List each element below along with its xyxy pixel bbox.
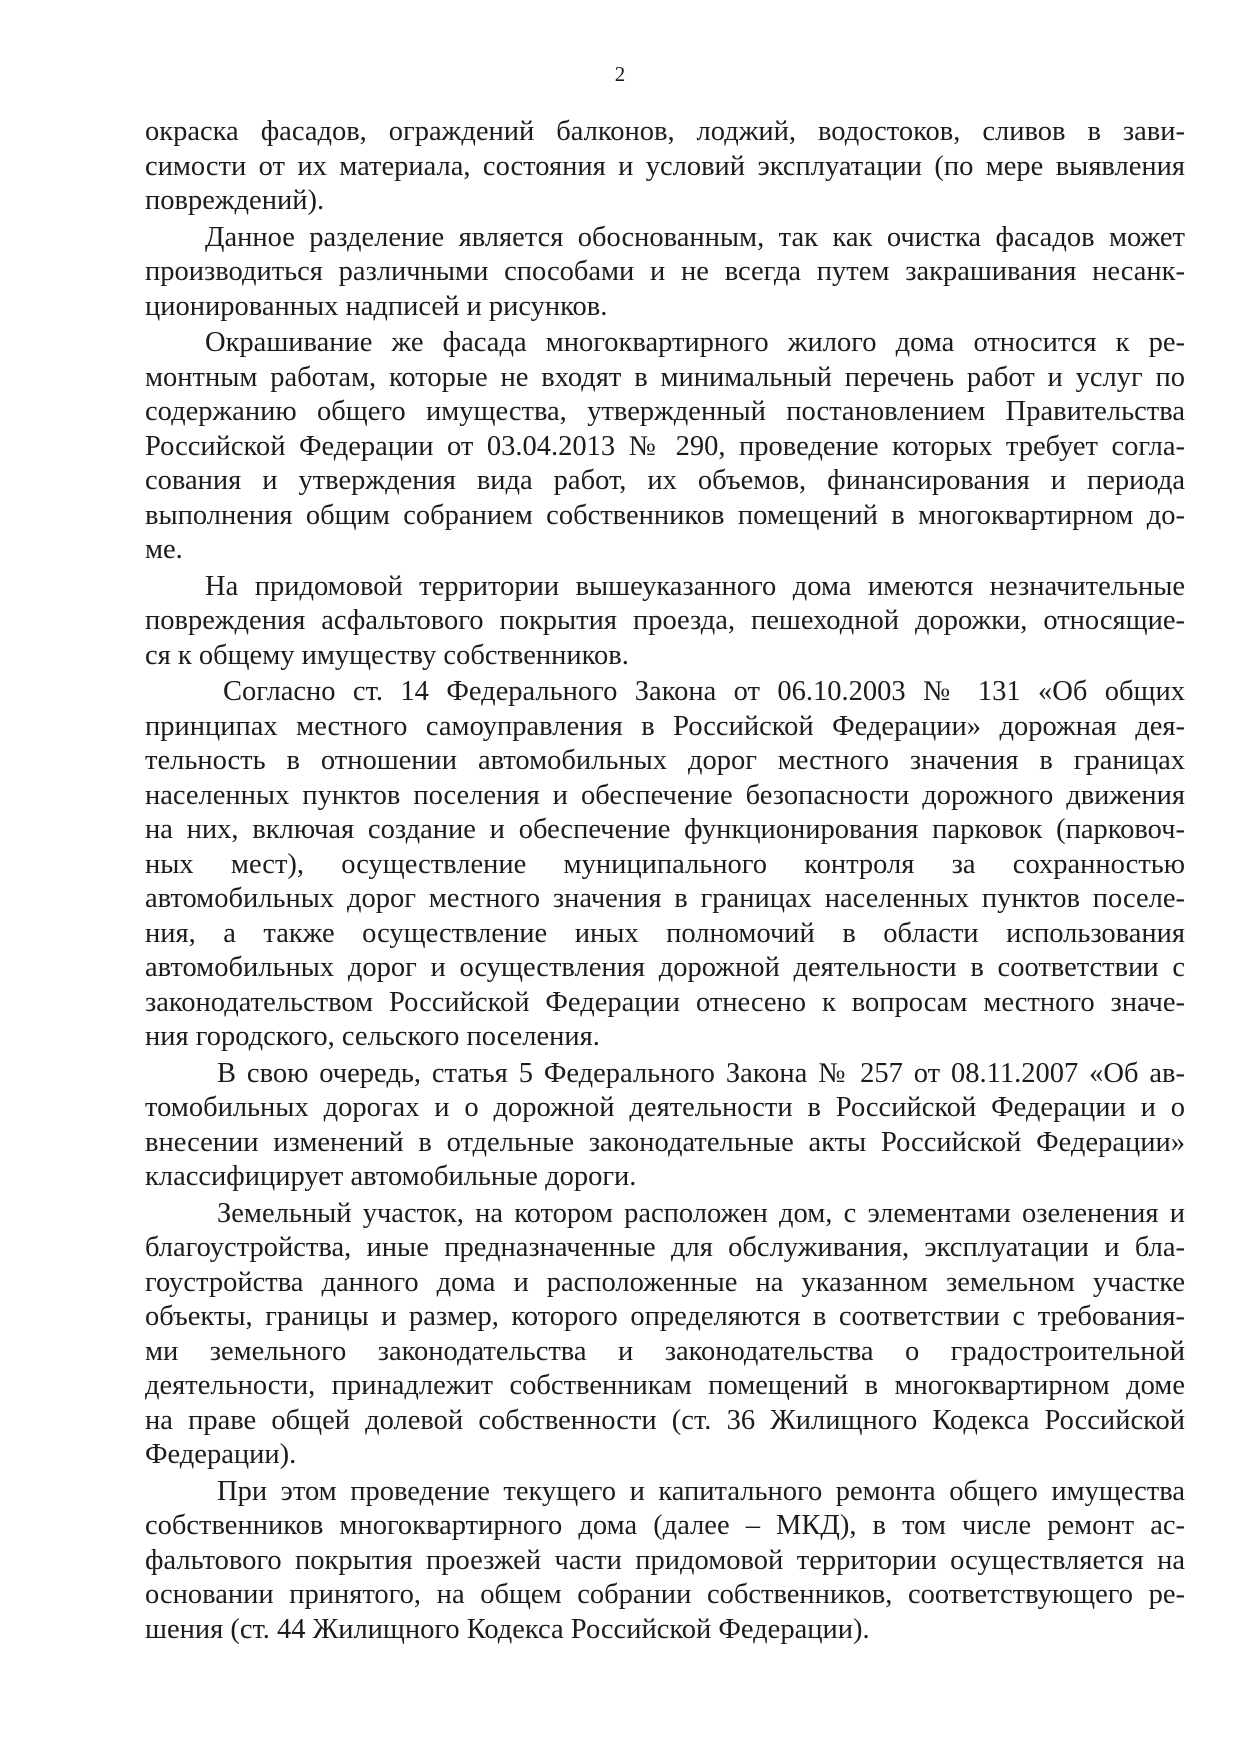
paragraph-line: на них, включая создание и обеспечение функционирования парковок (парковоч- bbox=[145, 814, 1185, 845]
paragraph-line: классифицирует автомобильные дороги. bbox=[145, 1161, 637, 1192]
paragraph bbox=[145, 1197, 1185, 1473]
paragraph-line: благоустройства, иные предназначенные для обслуживания, эксплуатации и бла- bbox=[145, 1232, 1185, 1263]
paragraph-line: принципах местного самоуправления в Российской Федерации» дорожная дея- bbox=[145, 710, 1185, 742]
paragraph-line: симости от их материала, состояния и условий эксплуатации (по мере выявления bbox=[145, 150, 1185, 182]
paragraph-line: повреждения асфальтового покрытия проезда, пешеходной дорожки, относящие- bbox=[145, 605, 1185, 636]
paragraph-line: объекты, границы и размер, которого определяются в соответствии с требования- bbox=[145, 1301, 1185, 1332]
document-body bbox=[145, 115, 1185, 1647]
page-number: 2 bbox=[614, 62, 626, 86]
paragraph-line: автомобильных дорог и осуществления дорожной деятельности в соответствии с bbox=[145, 952, 1185, 983]
paragraph bbox=[145, 221, 1185, 325]
paragraph-line: шения (ст. 44 Жилищного Кодекса Российской Федерации). bbox=[145, 1613, 870, 1645]
paragraph-line: внесении изменений в отдельные законодательные акты Российской Федерации» bbox=[145, 1126, 1185, 1158]
paragraph-line: законодательством Российской Федерации отнесено к вопросам местного значе- bbox=[145, 986, 1185, 1018]
paragraph-line: деятельности, принадлежит собственникам помещений в многоквартирном доме bbox=[145, 1370, 1185, 1401]
paragraph-line: тельность в отношении автомобильных дорог местного значения в границах bbox=[145, 745, 1185, 776]
paragraph-line: Российской Федерации от 03.04.2013 № 290, проведение которых требует согла- bbox=[145, 430, 1185, 462]
paragraph-line: ния, а также осуществление иных полномочий в области использования bbox=[145, 917, 1185, 949]
paragraph-line: В свою очередь, статья 5 Федерального Закона № 257 от 08.11.2007 «Об ав- bbox=[217, 1057, 1185, 1089]
paragraph-line: Окрашивание же фасада многоквартирного жилого дома относится к ре- bbox=[205, 327, 1185, 358]
paragraph bbox=[145, 1475, 1185, 1648]
paragraph-line: на праве общей долевой собственности (ст. 36 Жилищного Кодекса Российской bbox=[145, 1404, 1185, 1436]
paragraph-line: основании принятого, на общем собрании собственников, соответствующего ре- bbox=[145, 1579, 1185, 1610]
paragraph-line: содержанию общего имущества, утвержденный постановлением Правительства bbox=[145, 396, 1185, 427]
paragraph-line: ся к общему имуществу собственников. bbox=[145, 639, 629, 671]
paragraph bbox=[145, 326, 1185, 568]
paragraph-line: монтным работам, которые не входят в минимальный перечень работ и услуг по bbox=[145, 361, 1185, 393]
paragraph-line: Согласно ст. 14 Федерального Закона от 06.10.2003 № 131 «Об общих bbox=[223, 676, 1185, 707]
paragraph-line: повреждений). bbox=[145, 185, 325, 216]
paragraph-line: собственников многоквартирного дома (далее – МКД), в том числе ремонт ас- bbox=[145, 1510, 1185, 1541]
paragraph-line: томобильных дорогах и о дорожной деятельности в Российской Федерации и о bbox=[145, 1092, 1185, 1123]
paragraph-line: ния городского, сельского поселения. bbox=[145, 1021, 600, 1052]
paragraph-line: Земельный участок, на котором расположен дом, с элементами озеленения и bbox=[217, 1197, 1185, 1229]
paragraph-line: выполнения общим собранием собственников помещений в многоквартирном до- bbox=[145, 499, 1185, 531]
paragraph-line: На придомовой территории вышеуказанного дома имеются незначительные bbox=[205, 570, 1185, 602]
paragraph-line: Федерации). bbox=[145, 1439, 297, 1470]
paragraph-line: ми земельного законодательства и законодательства о градостроительной bbox=[145, 1335, 1185, 1367]
paragraph-line: автомобильных дорог местного значения в границах населенных пунктов поселе- bbox=[145, 883, 1185, 914]
paragraph bbox=[145, 570, 1185, 674]
paragraph-line: гоустройства данного дома и расположенные на указанном земельном участке bbox=[145, 1266, 1185, 1298]
paragraph-line: окраска фасадов, ограждений балконов, лоджий, водостоков, сливов в зави- bbox=[145, 116, 1185, 147]
paragraph-line: Данное разделение является обоснованным, так как очистка фасадов может bbox=[205, 221, 1185, 253]
paragraph-line: производиться различными способами и не всегда путем закрашивания несанк- bbox=[145, 256, 1185, 287]
paragraph bbox=[145, 1057, 1185, 1195]
paragraph-line: населенных пунктов поселения и обеспечение безопасности дорожного движения bbox=[145, 779, 1185, 811]
paragraph-line: сования и утверждения вида работ, их объемов, финансирования и периода bbox=[145, 465, 1185, 496]
paragraph-line: ме. bbox=[145, 534, 183, 565]
paragraph-line: ционированных надписей и рисунков. bbox=[145, 290, 608, 322]
paragraph bbox=[145, 675, 1185, 1055]
paragraph-line: ных мест), осуществление муниципального контроля за сохранностью bbox=[145, 848, 1185, 880]
paragraph-line: При этом проведение текущего и капитального ремонта общего имущества bbox=[217, 1475, 1185, 1507]
paragraph bbox=[145, 115, 1185, 219]
paragraph-line: фальтового покрытия проезжей части придомовой территории осуществляется на bbox=[145, 1544, 1185, 1576]
